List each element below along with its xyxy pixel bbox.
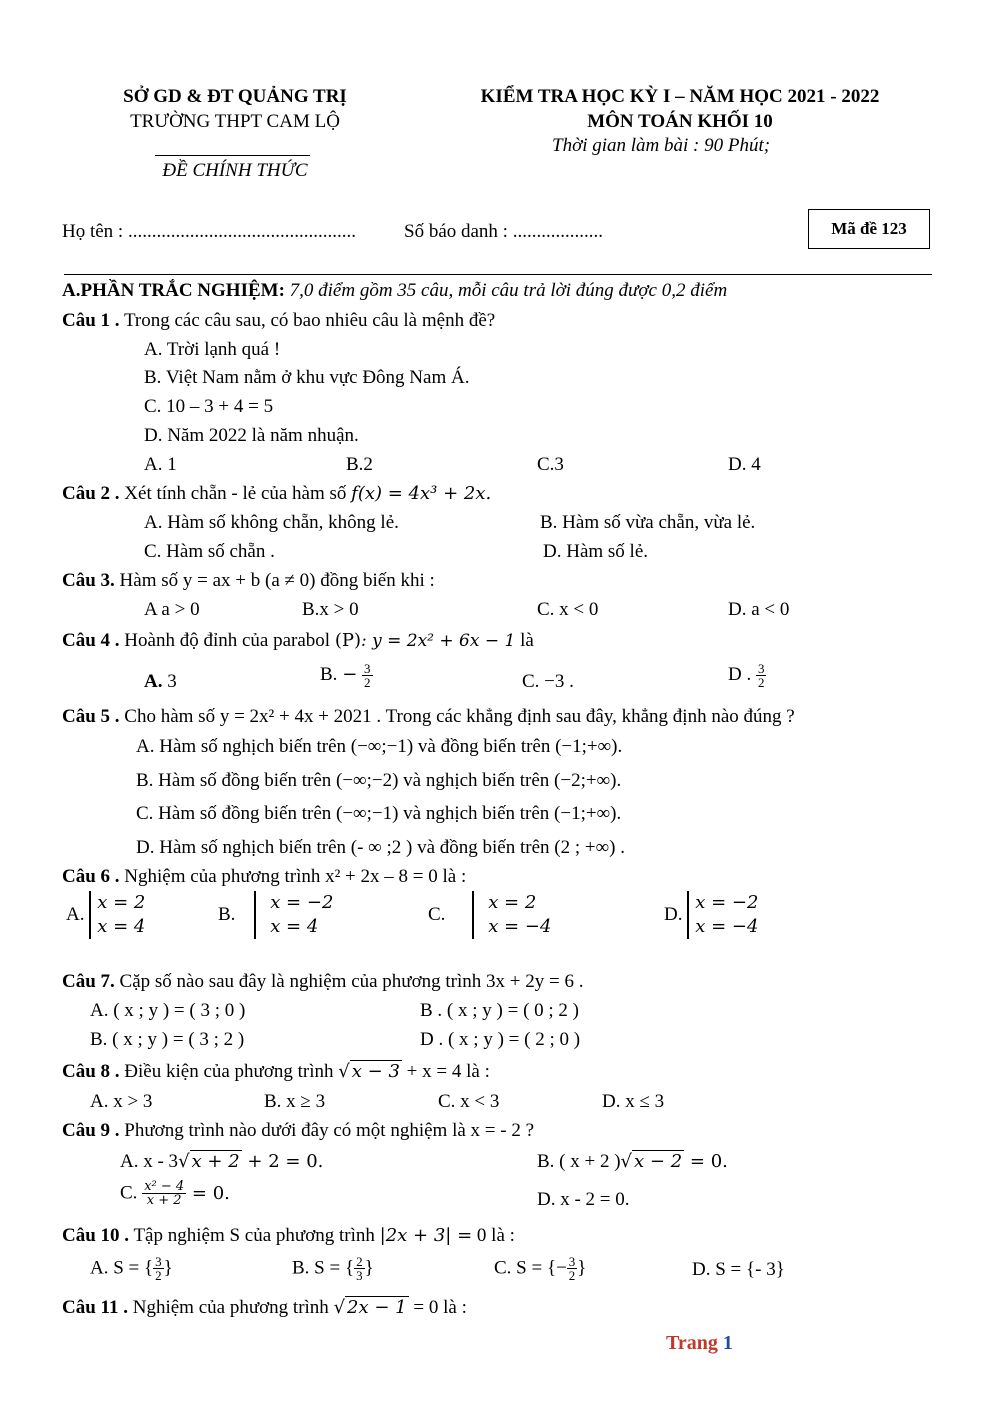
q8-option-c[interactable]: C. x < 3: [438, 1091, 500, 1112]
question-4: [62, 630, 534, 652]
radicand: x − 3: [351, 1061, 400, 1082]
question-text: Hoành độ đỉnh của parabol: [119, 630, 335, 651]
option-letter: D.: [664, 904, 683, 925]
option-letter: A.: [66, 904, 85, 925]
page-number: [666, 1332, 733, 1355]
q1-statement-b: B. Việt Nam nằm ở khu vực Đông Nam Á.: [144, 367, 470, 388]
question-label: Câu 3.: [62, 570, 115, 591]
question-label: Câu 4 .: [62, 630, 120, 651]
department-name: SỞ GD & ĐT QUẢNG TRỊ: [123, 86, 347, 107]
q8-option-b[interactable]: B. x ≥ 3: [264, 1091, 326, 1112]
header-rule: [64, 274, 932, 275]
question-2: [62, 483, 491, 505]
option-letter: C.: [428, 904, 446, 925]
q5-option-b[interactable]: B. Hàm số đồng biến trên (−∞;−2) và nghịch biến trên (−2;+∞).: [136, 770, 622, 791]
question-text: Nghiệm của phương trình: [128, 1297, 334, 1318]
function-expression: f(x) = 4x³ + 2x.: [351, 483, 492, 504]
q1-option-c[interactable]: C.3: [537, 454, 564, 475]
header-divider: [155, 155, 310, 156]
radicand: 2x − 1: [347, 1297, 407, 1318]
exam-title: KIỂM TRA HỌC KỲ I – NĂM HỌC 2021 - 2022: [480, 86, 880, 107]
parabol-name: (P): [334, 630, 361, 651]
fraction: $\frac{3}{2}$: [568, 1254, 576, 1283]
minus-sign: −: [342, 663, 358, 685]
q2-option-c[interactable]: C. Hàm số chẵn .: [144, 541, 275, 562]
question-7: [62, 971, 583, 993]
q10-option-d[interactable]: D. S = {- 3}: [692, 1259, 785, 1280]
question-tail: + x = 4 là :: [401, 1061, 490, 1082]
q1-option-d[interactable]: D. 4: [728, 454, 761, 475]
q8-option-d[interactable]: D. x ≤ 3: [602, 1091, 665, 1112]
question-text: Điều kiện của phương trình: [119, 1061, 339, 1082]
school-name: TRƯỜNG THPT CAM LỘ: [130, 111, 340, 132]
q3-option-d[interactable]: D. a < 0: [728, 599, 790, 620]
subject-title: MÔN TOÁN KHỐI 10: [587, 111, 773, 132]
question-text: Trong các câu sau, có bao nhiêu câu là mệnh đề?: [119, 310, 496, 331]
q4-option-c[interactable]: C. −3 .: [522, 671, 574, 692]
q6-option-d[interactable]: [664, 891, 758, 939]
option-letter: A.: [144, 671, 163, 692]
q1-statement-d: D. Năm 2022 là năm nhuận.: [144, 425, 359, 446]
equation-system: x = −2 x = −4: [687, 891, 758, 939]
question-label: Câu 6 .: [62, 866, 120, 887]
fraction: $\frac{3}{2}$: [757, 661, 765, 690]
radical-sign: √: [338, 1061, 350, 1082]
exam-code-box: Mã đề 123: [808, 209, 930, 249]
question-label: Câu 5 .: [62, 706, 120, 727]
fraction: $\frac{3}{2}$: [364, 661, 371, 690]
question-text: Nghiệm của phương trình x² + 2x – 8 = 0 là :: [119, 866, 467, 887]
q2-option-d[interactable]: D. Hàm số lẻ.: [543, 541, 649, 562]
exam-time: Thời gian làm bài : 90 Phút;: [552, 135, 771, 156]
page-word: Trang: [666, 1332, 718, 1354]
fraction: $\frac{3}{2}$: [155, 1254, 162, 1283]
q9-option-d[interactable]: D. x - 2 = 0.: [537, 1189, 630, 1210]
student-id-field[interactable]: Số báo danh : ...................: [404, 221, 603, 242]
fraction: $\frac{2}{3}$: [356, 1254, 363, 1283]
question-6: [62, 866, 466, 888]
q1-option-b[interactable]: B.2: [346, 454, 373, 475]
question-tail: là: [515, 630, 534, 651]
q9-option-a[interactable]: A. x - 3√ x + 2 + 2 = 0.: [120, 1151, 324, 1172]
option-letter: B.: [320, 663, 338, 685]
q5-option-c[interactable]: C. Hàm số đồng biến trên (−∞;−1) và nghịch biến trên (−1;+∞).: [136, 803, 622, 824]
fraction: $\frac{\text{x² − 4}}{x + 2}$: [144, 1179, 185, 1208]
radical-sign: √: [333, 1297, 346, 1318]
q1-statement-c: C. 10 – 3 + 4 = 5: [144, 396, 274, 417]
question-label: Câu 7.: [62, 971, 115, 992]
question-label: Câu 9 .: [62, 1120, 120, 1141]
question-8: [62, 1061, 490, 1083]
q6-option-a[interactable]: [66, 891, 145, 939]
q3-option-a[interactable]: A a > 0: [144, 599, 200, 620]
option-letter: D .: [728, 663, 752, 685]
official-label: ĐỀ CHÍNH THỨC: [162, 160, 308, 181]
absolute-equation: |2x + 3| =: [379, 1225, 473, 1246]
question-label: Câu 11 .: [62, 1297, 128, 1318]
question-text: Cặp số nào sau đây là nghiệm của phương trình 3x + 2y = 6 .: [114, 971, 584, 992]
question-text: Tập nghiệm S của phương trình: [129, 1225, 380, 1246]
question-text: Xét tính chẵn - lẻ của hàm số: [119, 483, 352, 504]
question-1: [62, 310, 495, 332]
q2-option-a[interactable]: A. Hàm số không chẵn, không lẻ.: [144, 512, 399, 533]
question-label: Câu 10 .: [62, 1225, 130, 1246]
q8-option-a[interactable]: A. x > 3: [90, 1091, 153, 1112]
equation-system: x = −2 x = 4: [254, 891, 333, 939]
q3-option-c[interactable]: C. x < 0: [537, 599, 599, 620]
section-description: 7,0 điểm gồm 35 câu, mỗi câu trả lời đúng được 0,2 điểm: [284, 280, 728, 301]
q3-option-b[interactable]: B.x > 0: [302, 599, 359, 620]
q4-option-b[interactable]: [320, 662, 373, 689]
q2-option-b[interactable]: B. Hàm số vừa chẵn, vừa lẻ.: [540, 512, 756, 533]
equation-system: x = 2 x = −4: [472, 891, 551, 939]
question-tail: = 0 là :: [408, 1297, 467, 1318]
page-num: 1: [722, 1332, 733, 1354]
question-label: Câu 8 .: [62, 1061, 120, 1082]
question-text: Cho hàm số y = 2x² + 4x + 2021 . Trong các khẳng định sau đây, khẳng định nào đúng ?: [119, 706, 795, 727]
q6-option-b[interactable]: [218, 891, 333, 939]
question-text: Phương trình nào dưới đây có một nghiệm là x = - 2 ?: [119, 1120, 535, 1141]
question-text: Hàm số y = ax + b (a ≠ 0) đồng biến khi :: [114, 570, 435, 591]
question-9: [62, 1120, 534, 1142]
question-11: [62, 1297, 467, 1319]
parabol-equation: : y = 2x² + 6x − 1: [360, 631, 516, 651]
q4-option-a[interactable]: [144, 671, 177, 693]
question-label: Câu 1 .: [62, 310, 120, 331]
q10-option-a[interactable]: A. S = { $\frac{3}{2}$ }: [90, 1254, 173, 1283]
q5-option-d[interactable]: D. Hàm số nghịch biến trên (- ∞ ;2 ) và đồng biến trên (2 ; +∞) .: [136, 837, 625, 858]
question-tail: 0 là :: [472, 1225, 515, 1246]
name-field[interactable]: Họ tên : ................................................: [62, 221, 356, 242]
q7-option-d[interactable]: D . ( x ; y ) = ( 2 ; 0 ): [420, 1029, 581, 1050]
q7-option-c[interactable]: B. ( x ; y ) = ( 3 ; 2 ): [90, 1029, 245, 1050]
option-letter: B.: [218, 904, 236, 925]
question-10: [62, 1225, 515, 1247]
q7-option-b[interactable]: B . ( x ; y ) = ( 0 ; 2 ): [420, 1000, 580, 1021]
question-5: [62, 706, 795, 728]
question-3: [62, 570, 435, 592]
q4-option-d[interactable]: [728, 662, 766, 689]
q5-option-a[interactable]: A. Hàm số nghịch biến trên (−∞;−1) và đồng biến trên (−1;+∞).: [136, 736, 623, 757]
q9-option-b[interactable]: B. ( x + 2 )√ x − 2 = 0.: [537, 1151, 728, 1172]
option-value: 3: [167, 671, 177, 692]
section-heading: [62, 280, 727, 302]
q7-option-a[interactable]: A. ( x ; y ) = ( 3 ; 0 ): [90, 1000, 246, 1021]
question-label: Câu 2 .: [62, 483, 120, 504]
q10-option-b[interactable]: B. S = { $\frac{2}{3}$ }: [292, 1254, 374, 1283]
q9-option-c[interactable]: C. $\frac{\text{x² − 4}}{x + 2}$ = 0.: [120, 1179, 230, 1208]
q1-option-a[interactable]: A. 1: [144, 454, 177, 475]
q10-option-c[interactable]: C. S = {− $\frac{3}{2}$ }: [494, 1254, 587, 1283]
q6-option-c[interactable]: [428, 891, 551, 939]
section-title: A.PHẦN TRẮC NGHIỆM:: [62, 280, 285, 301]
q1-statement-a: A. Trời lạnh quá !: [144, 339, 281, 360]
equation-system: x = 2 x = 4: [89, 891, 145, 939]
